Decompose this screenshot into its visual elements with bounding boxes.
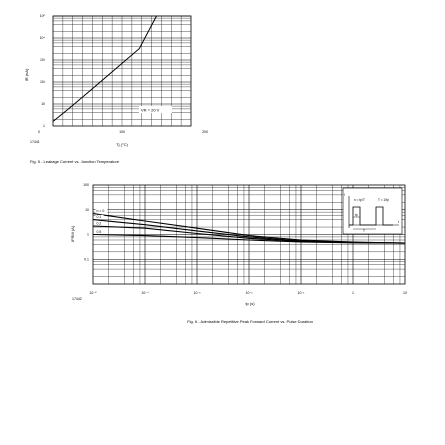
chart1-y-tick-label: 1 bbox=[43, 124, 45, 129]
chart2-inset-label: T bbox=[363, 229, 365, 233]
chart2-pulse-inset bbox=[343, 188, 402, 234]
chart2-y-axis-label: IFRM (A) bbox=[70, 225, 75, 243]
chart1-x-tick-label: 200 bbox=[202, 130, 208, 134]
chart2-x-tick-label: 10⁻² bbox=[245, 291, 253, 295]
chart2-x-tick-label: 10 bbox=[403, 291, 407, 295]
chart2-x-tick-label: 1 bbox=[352, 291, 354, 295]
chart2-inset-label: t bbox=[398, 220, 399, 224]
chart2-inset-label: T = 1/fp bbox=[378, 198, 389, 202]
chart2-series-label: n = 0 bbox=[96, 209, 105, 214]
chart1-y-tick-label: 10² bbox=[39, 80, 45, 85]
chart2-x-tick-label: 10⁻¹ bbox=[297, 291, 305, 295]
chart2-x-tick-label: 10⁻⁵ bbox=[89, 291, 97, 295]
chart2-y-tick-label: 0.1 bbox=[84, 257, 89, 262]
chart2-series-label: 0.1 bbox=[96, 215, 102, 220]
chart1-y-tick-labels bbox=[40, 14, 46, 128]
chart2-x-axis-label: tp (s) bbox=[245, 301, 255, 306]
chart2-inset-box bbox=[343, 188, 402, 234]
chart2-figure-id: 17442 bbox=[72, 297, 82, 301]
chart2-x-tick-labels bbox=[89, 291, 407, 295]
chart2-series-label: 0.5 bbox=[96, 230, 102, 234]
chart1-y-axis-label: IR (nA) bbox=[24, 68, 29, 82]
chart1-x-tick-labels bbox=[38, 130, 208, 134]
chart1-x-tick-label: 0 bbox=[38, 130, 40, 134]
chart1-y-tick-label: 10⁵ bbox=[39, 14, 45, 19]
chart2-series-label: 0.2 bbox=[96, 221, 102, 226]
chart2-x-tick-label: 10⁻³ bbox=[193, 291, 201, 295]
chart2-inset-label: n = tp/T bbox=[354, 198, 365, 202]
chart1-x-axis-label: Tj (°C) bbox=[116, 142, 128, 147]
chart1-caption: Fig. 5 - Leakage Current vs. Junction Temperature bbox=[30, 159, 120, 164]
chart1-figure-id: 17441 bbox=[30, 140, 40, 144]
chart1-y-tick-label: 10 bbox=[41, 102, 45, 107]
chart1-annotation: VR = 20 V bbox=[141, 107, 160, 113]
chart2-y-tick-label: 100 bbox=[83, 183, 89, 188]
chart2-y-tick-label: 10 bbox=[85, 207, 89, 212]
repetitive-peak-current-chart bbox=[70, 183, 407, 324]
chart2-inset-label: tp bbox=[355, 213, 358, 217]
chart2-caption: Fig. 6 - Admissible Repetitive Peak Forward Current vs. Pulse Duration bbox=[187, 319, 313, 324]
chart2-y-tick-label: 1 bbox=[87, 232, 89, 237]
chart2-y-tick-labels bbox=[83, 183, 89, 261]
chart2-x-tick-label: 10⁻⁴ bbox=[141, 291, 149, 295]
chart2-inset-label: I bbox=[344, 193, 345, 197]
chart1-y-tick-label: 10⁴ bbox=[39, 36, 45, 41]
chart1-x-tick-label: 100 bbox=[119, 130, 125, 134]
leakage-current-chart bbox=[24, 14, 208, 164]
chart1-y-tick-label: 10³ bbox=[39, 58, 45, 63]
